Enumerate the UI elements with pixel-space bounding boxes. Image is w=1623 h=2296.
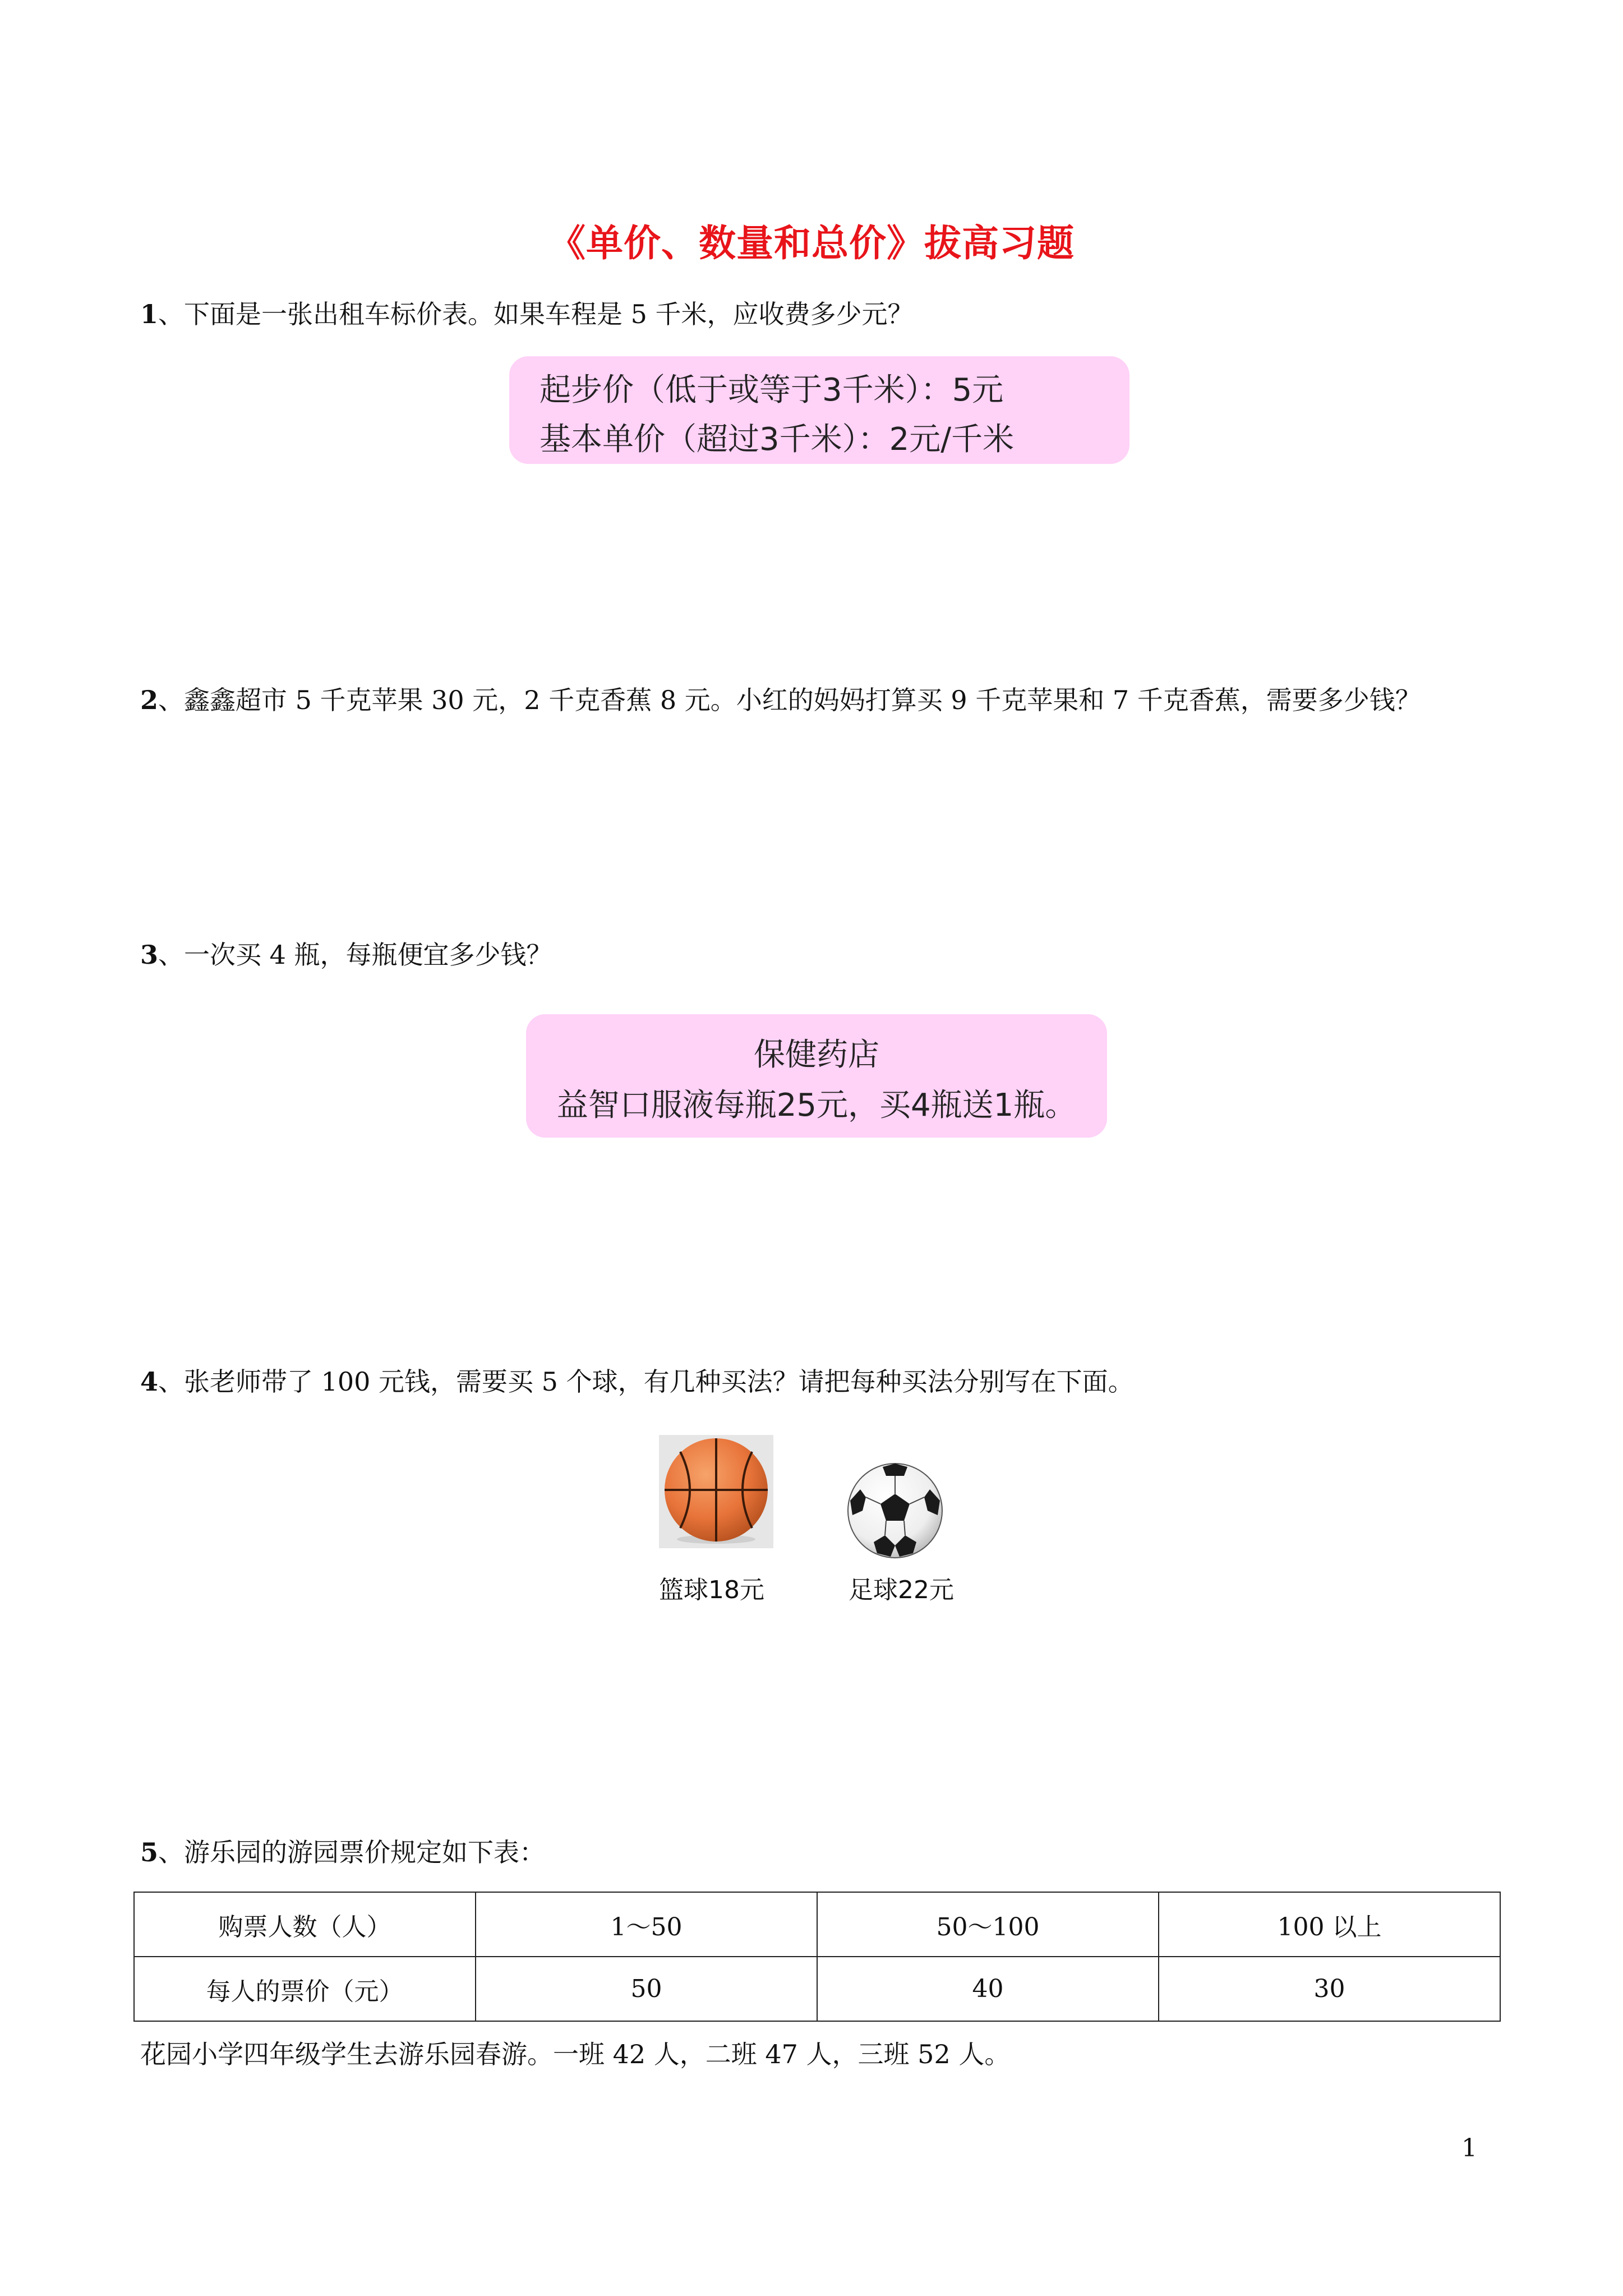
ticket-price-table — [133, 1892, 1501, 2022]
question-5-followup: 花园小学四年级学生去游乐园春游。一班 42 人，二班 47 人，三班 52 人。 — [140, 2039, 1011, 2069]
table-cell: 购票人数（人） — [134, 1892, 476, 1957]
question-5: 5、游乐园的游园票价规定如下表： — [140, 1837, 546, 1867]
question-2: 2、鑫鑫超市 5 千克苹果 30 元，2 千克香蕉 8 元。小红的妈妈打算买 9 千克苹果和 7 千克香蕉，需要多少钱？ — [140, 685, 1421, 715]
table-cell: 30 — [1159, 1957, 1500, 2021]
question-number: 2 — [140, 685, 159, 715]
question-text: 鑫鑫超市 5 千克苹果 30 元，2 千克香蕉 8 元。小红的妈妈打算买 9 千克苹果和 7 千克香蕉，需要多少钱？ — [184, 685, 1421, 715]
page-number: 1 — [1461, 2134, 1477, 2162]
basketball-price: 篮球18元 — [659, 1576, 764, 1604]
question-text: 张老师带了 100 元钱，需要买 5 个球，有几种买法？请把每种买法分别写在下面。 — [184, 1366, 1134, 1397]
question-number: 1 — [140, 299, 159, 329]
question-text: 游乐园的游园票价规定如下表： — [184, 1837, 546, 1867]
table-cell: 1～50 — [476, 1892, 817, 1957]
question-number: 5 — [140, 1837, 159, 1867]
table-cell: 50～100 — [817, 1892, 1159, 1957]
table-cell: 100 以上 — [1159, 1892, 1500, 1957]
basketball-icon — [659, 1435, 773, 1548]
table-row — [134, 1892, 1500, 1957]
question-3: 3、一次买 4 瓶，每瓶便宜多少钱？ — [140, 940, 552, 970]
question-1: 1、下面是一张出租车标价表。如果车程是 5 千米，应收费多少元？ — [140, 299, 914, 329]
soccer-ball-image — [846, 1461, 944, 1560]
taxi-unit-price: 基本单价（超过3千米）：2元/千米 — [540, 421, 1015, 458]
question-number: 3 — [140, 940, 159, 970]
pharmacy-notice — [526, 1014, 1107, 1138]
basketball-image — [659, 1435, 773, 1548]
question-text: 一次买 4 瓶，每瓶便宜多少钱？ — [184, 940, 552, 970]
question-4: 4、张老师带了 100 元钱，需要买 5 个球，有几种买法？请把每种买法分别写在下面。 — [140, 1366, 1134, 1397]
question-number: 4 — [140, 1366, 159, 1397]
soccer-ball-icon — [846, 1461, 944, 1560]
taxi-start-price: 起步价（低于或等于3千米）：5元 — [540, 372, 1004, 408]
pharmacy-offer: 益智口服液每瓶25元，买4瓶送1瓶。 — [556, 1087, 1077, 1124]
soccer-ball-price: 足球22元 — [849, 1576, 954, 1604]
pharmacy-name: 保健药店 — [754, 1037, 879, 1073]
table-cell: 每人的票价（元） — [134, 1957, 476, 2021]
question-text: 下面是一张出租车标价表。如果车程是 5 千米，应收费多少元？ — [184, 299, 914, 329]
table-cell: 50 — [476, 1957, 817, 2021]
taxi-price-notice — [509, 356, 1129, 464]
page-title: 《单价、数量和总价》拔高习题 — [548, 221, 1075, 265]
table-row — [134, 1957, 1500, 2021]
table-cell: 40 — [817, 1957, 1159, 2021]
